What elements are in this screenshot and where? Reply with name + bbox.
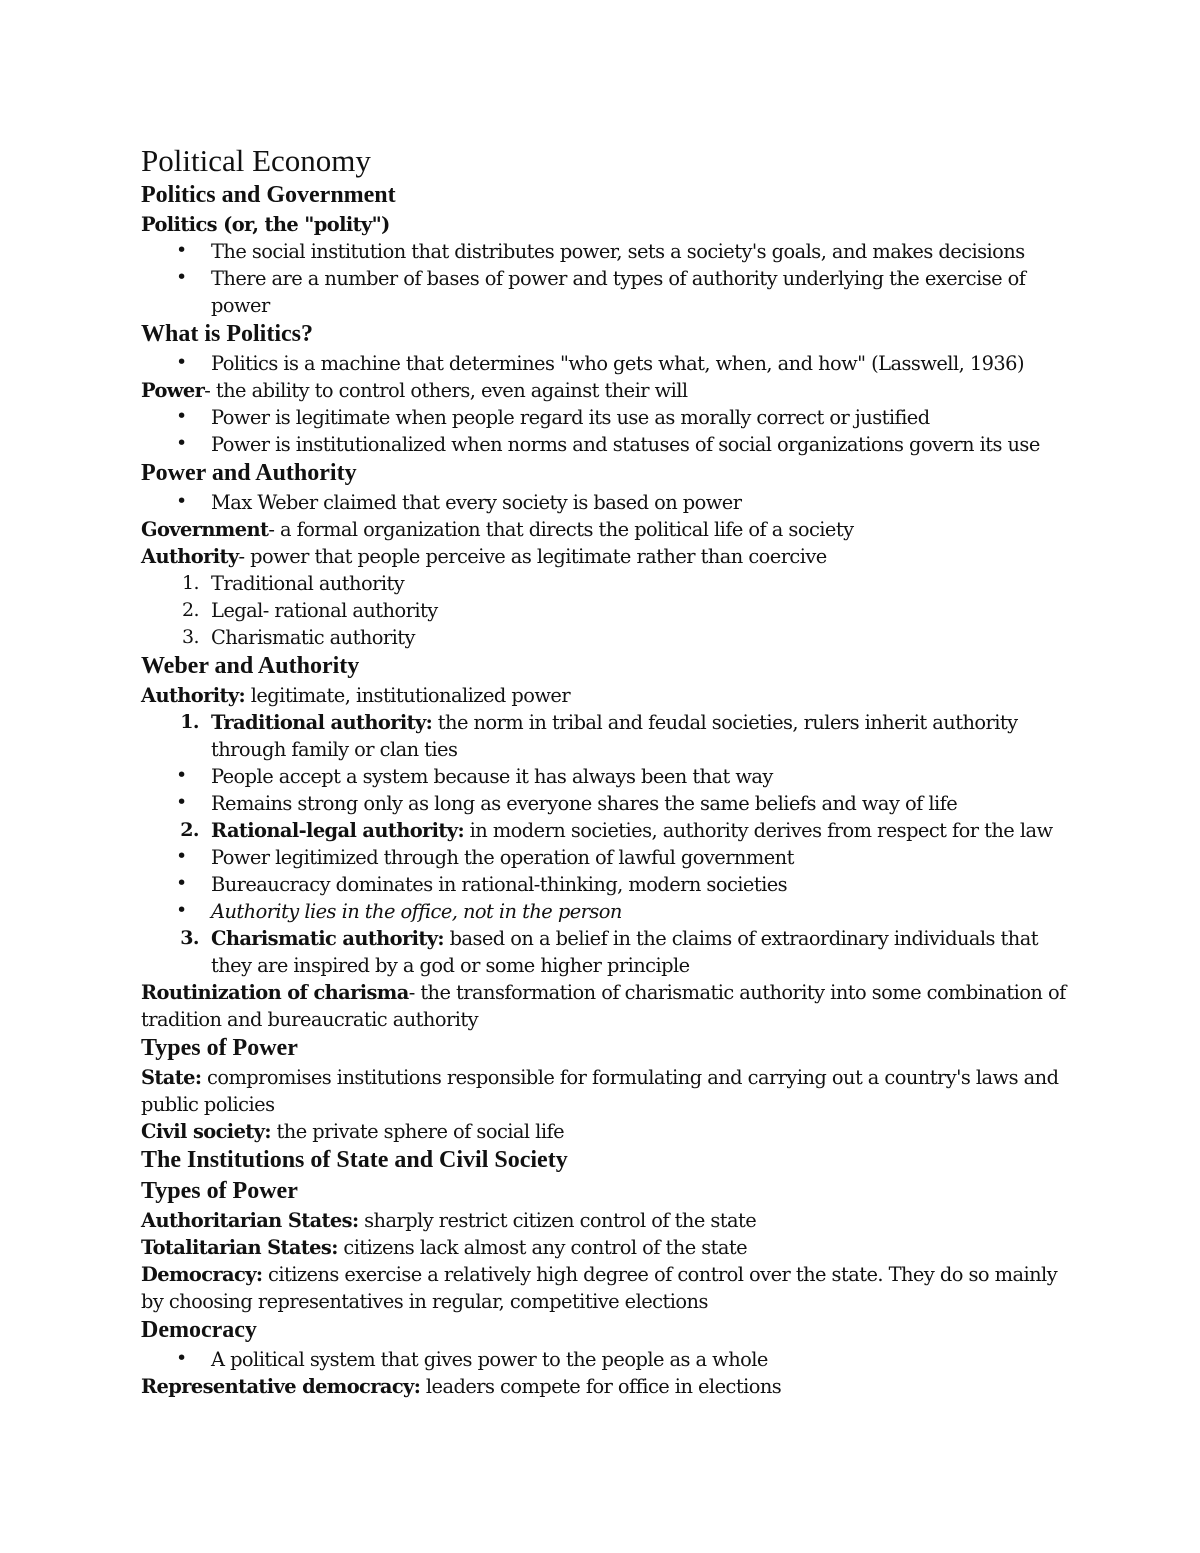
definition-text: - the transformation of charismatic authority into some combination of tradition and bureaucratic authority — [141, 981, 1066, 1031]
bullet-icon: • — [176, 872, 187, 894]
definition-line — [141, 1118, 1071, 1145]
definition-line — [141, 211, 1071, 238]
bullet-text: Bureaucracy dominates in rational-thinking, modern societies — [211, 873, 788, 896]
bullet-text: Power is legitimate when people regard its use as morally correct or justified — [211, 406, 930, 429]
bullet-icon: • — [176, 490, 187, 512]
list-number: 3. — [180, 927, 199, 949]
definition-line — [141, 1261, 1071, 1315]
bullet-text: Power is institutionalized when norms and statuses of social organizations govern its use — [211, 433, 1040, 456]
bullet-item — [141, 404, 1071, 431]
definition-text: compromises institutions responsible for formulating and carrying out a country's laws and public policies — [141, 1066, 1059, 1116]
definition-line — [141, 1373, 1071, 1400]
bullet-item — [141, 763, 1071, 790]
defined-term: Charismatic authority: — [211, 927, 444, 950]
numbered-item — [141, 709, 1071, 763]
definition-text: - a formal organization that directs the political life of a society — [268, 518, 854, 541]
numbered-item — [141, 597, 1071, 624]
defined-term: Civil society: — [141, 1120, 271, 1143]
bullet-text: People accept a system because it has always been that way — [211, 765, 773, 788]
defined-term: Routinization of charisma — [141, 981, 409, 1004]
bullet-item — [141, 238, 1071, 265]
definition-text: - the ability to control others, even against their will — [204, 379, 688, 402]
definition-line — [141, 543, 1071, 570]
list-number: 1. — [180, 711, 199, 733]
bullet-text: Remains strong only as long as everyone shares the same beliefs and way of life — [211, 792, 958, 815]
bullet-item — [141, 489, 1071, 516]
bullet-text: There are a number of bases of power and types of authority underlying the exercise of power — [211, 267, 1026, 317]
defined-term: State: — [141, 1066, 202, 1089]
defined-term: Authority — [141, 545, 239, 568]
item-text: based on a belief in the claims of extraordinary individuals that they are inspired by a god or some higher principle — [211, 927, 1038, 977]
definition-text: the private sphere of social life — [270, 1120, 565, 1143]
defined-term: Traditional authority: — [211, 711, 433, 734]
definition-line — [141, 979, 1071, 1033]
bullet-text: Politics is a machine that determines "who gets what, when, and how" (Lasswell, 1936) — [211, 352, 1024, 375]
numbered-item — [141, 570, 1071, 597]
bullet-icon: • — [176, 432, 187, 454]
item-text: Legal- rational authority — [211, 599, 438, 622]
document-body — [141, 180, 1071, 1400]
definition-text: sharply restrict citizen control of the state — [358, 1209, 757, 1232]
bullet-text: Max Weber claimed that every society is based on power — [211, 491, 742, 514]
bullet-text: Power legitimized through the operation of lawful government — [211, 846, 794, 869]
bullet-item — [141, 844, 1071, 871]
definition-text: leaders compete for office in elections — [420, 1375, 782, 1398]
bullet-text: A political system that gives power to the people as a whole — [211, 1348, 768, 1371]
definition-line — [141, 516, 1071, 543]
item-text: in modern societies, authority derives from respect for the law — [464, 819, 1053, 842]
defined-term: Rational-legal authority: — [211, 819, 465, 842]
item-text: Traditional authority — [211, 572, 405, 595]
bullet-item — [141, 431, 1071, 458]
bullet-item — [141, 350, 1071, 377]
definition-text: citizens lack almost any control of the state — [337, 1236, 748, 1259]
defined-term: Politics (or, the "polity") — [141, 213, 390, 236]
list-number: 3. — [181, 626, 199, 648]
bullet-item — [141, 871, 1071, 898]
bullet-text: The social institution that distributes power, sets a society's goals, and makes decisions — [211, 240, 1025, 263]
defined-term: Representative democracy: — [141, 1375, 421, 1398]
item-text: the norm in tribal and feudal societies, rulers inherit authority through family or clan ties — [211, 711, 1018, 761]
defined-term: Totalitarian States: — [141, 1236, 338, 1259]
defined-term: Authority: — [141, 684, 246, 707]
bullet-icon: • — [176, 764, 187, 786]
document-title: Political Economy — [141, 143, 371, 178]
section-heading: Power and Authority — [141, 460, 357, 486]
definition-text: citizens exercise a relatively high degree of control over the state. They do so mainly by choosing representatives in regular, competitive elections — [141, 1263, 1058, 1313]
bullet-icon: • — [176, 266, 187, 288]
bullet-item — [141, 265, 1071, 319]
list-number: 2. — [181, 599, 199, 621]
bullet-text: Authority lies in the office, not in the person — [211, 900, 622, 923]
bullet-item — [141, 1346, 1071, 1373]
bullet-item — [141, 790, 1071, 817]
defined-term: Authoritarian States: — [141, 1209, 359, 1232]
defined-term: Government — [141, 518, 269, 541]
bullet-icon: • — [176, 239, 187, 261]
definition-text: legitimate, institutionalized power — [245, 684, 571, 707]
section-heading: The Institutions of State and Civil Society — [141, 1147, 568, 1173]
numbered-item — [141, 817, 1071, 844]
definition-line — [141, 1207, 1071, 1234]
list-number: 1. — [181, 572, 199, 594]
bullet-icon: • — [176, 791, 187, 813]
section-heading: Types of Power — [141, 1178, 298, 1204]
definition-line — [141, 377, 1071, 404]
bullet-icon: • — [176, 405, 187, 427]
section-heading: Politics and Government — [141, 182, 396, 208]
section-heading: Democracy — [141, 1317, 257, 1343]
numbered-item — [141, 624, 1071, 651]
bullet-icon: • — [176, 351, 187, 373]
item-text: Charismatic authority — [211, 626, 415, 649]
bullet-item — [141, 898, 1071, 925]
defined-term: Power — [141, 379, 205, 402]
numbered-item — [141, 925, 1071, 979]
definition-line — [141, 1234, 1071, 1261]
definition-text: - power that people perceive as legitimate rather than coercive — [238, 545, 827, 568]
bullet-icon: • — [176, 899, 187, 921]
section-heading: Weber and Authority — [141, 653, 360, 679]
definition-line — [141, 682, 1071, 709]
definition-line — [141, 1064, 1071, 1118]
bullet-icon: • — [176, 845, 187, 867]
section-heading: Types of Power — [141, 1035, 298, 1061]
document-page — [141, 142, 1071, 1400]
defined-term: Democracy: — [141, 1263, 263, 1286]
list-number: 2. — [180, 819, 199, 841]
section-heading: What is Politics? — [141, 321, 313, 347]
bullet-icon: • — [176, 1347, 187, 1369]
